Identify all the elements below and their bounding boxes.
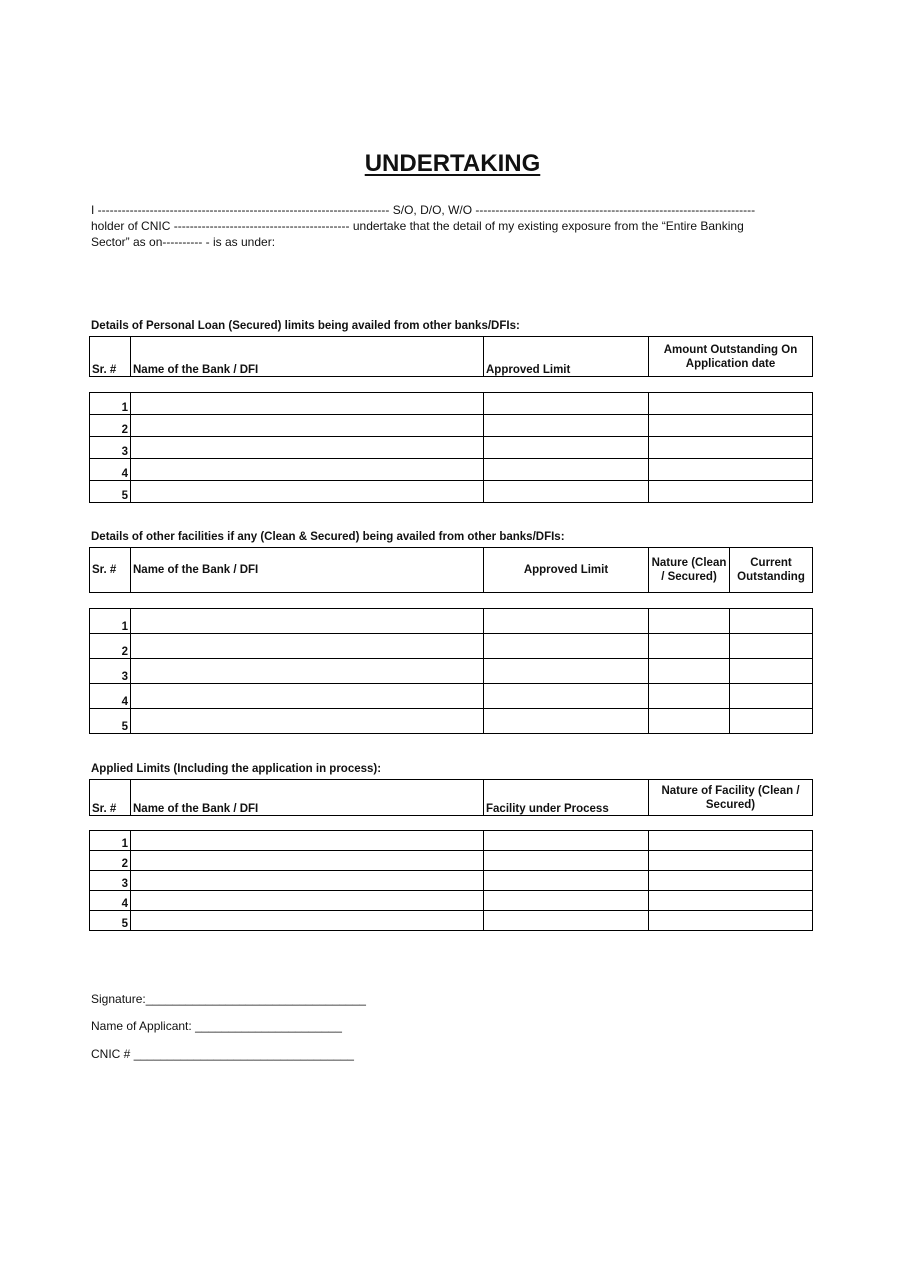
approved-limit-cell[interactable]: [484, 659, 649, 684]
relation-blank: ----------------------------------------------------------------------: [475, 203, 756, 217]
approved-limit-cell[interactable]: [484, 609, 649, 634]
row-number: 4: [90, 891, 131, 911]
current-outstanding-cell[interactable]: [730, 609, 813, 634]
signature-line[interactable]: _________________________________: [145, 992, 366, 1006]
section1-data-table: [89, 392, 813, 503]
header-sr: Sr. #: [90, 548, 131, 593]
header-current-outstanding: Current Outstanding: [730, 548, 813, 593]
current-outstanding-cell[interactable]: [730, 659, 813, 684]
section1-heading: Details of Personal Loan (Secured) limits being availed from other banks/DFIs:: [91, 320, 520, 332]
table-row: [90, 437, 813, 459]
row-number: 5: [90, 481, 131, 503]
bank-name-cell[interactable]: [131, 437, 484, 459]
nature-cell[interactable]: [649, 709, 730, 734]
header-nature-of-facility: Nature of Facility (Clean / Secured): [649, 780, 813, 816]
table-row: [90, 851, 813, 871]
row-number: 3: [90, 437, 131, 459]
bank-name-cell[interactable]: [131, 459, 484, 481]
header-amount-outstanding: Amount Outstanding On Application date: [649, 337, 813, 377]
row-number: 4: [90, 459, 131, 481]
table-row: [90, 609, 813, 634]
row-number: 2: [90, 415, 131, 437]
row-number: 1: [90, 609, 131, 634]
signature-row: [91, 992, 366, 1006]
table-row: [90, 634, 813, 659]
table-row: [90, 684, 813, 709]
row-number: 3: [90, 871, 131, 891]
bank-name-cell[interactable]: [131, 684, 484, 709]
name-blank: I -------------------------------------------------------------------------: [91, 203, 390, 217]
approved-limit-cell[interactable]: [484, 437, 649, 459]
row-number: 1: [90, 831, 131, 851]
approved-limit-cell[interactable]: [484, 481, 649, 503]
relation-text: S/O, D/O, W/O: [389, 203, 476, 217]
header-bank-name: Name of the Bank / DFI: [131, 780, 484, 816]
row-number: 2: [90, 851, 131, 871]
section2-header-table: [89, 547, 813, 593]
facility-cell[interactable]: [484, 831, 649, 851]
facility-cell[interactable]: [484, 851, 649, 871]
nature-of-facility-cell[interactable]: [649, 851, 813, 871]
table-row: [90, 871, 813, 891]
bank-name-cell[interactable]: [131, 851, 484, 871]
bank-name-cell[interactable]: [131, 634, 484, 659]
header-sr: Sr. #: [90, 780, 131, 816]
cnic-row: [91, 1047, 354, 1061]
cnic-blank: --------------------------------------------: [173, 219, 350, 233]
amount-outstanding-cell[interactable]: [649, 393, 813, 415]
nature-cell[interactable]: [649, 634, 730, 659]
facility-cell[interactable]: [484, 871, 649, 891]
nature-cell[interactable]: [649, 659, 730, 684]
bank-name-cell[interactable]: [131, 891, 484, 911]
section3-header-table: [89, 779, 813, 816]
signature-label: Signature:: [91, 992, 146, 1006]
section2-heading: Details of other facilities if any (Clean & Secured) being availed from other banks/DFIs:: [91, 531, 565, 543]
section2-data-table: [89, 608, 813, 734]
bank-name-cell[interactable]: [131, 871, 484, 891]
nature-of-facility-cell[interactable]: [649, 911, 813, 931]
approved-limit-cell[interactable]: [484, 393, 649, 415]
table-row: [90, 831, 813, 851]
header-approved-limit: Approved Limit: [484, 337, 649, 377]
facility-cell[interactable]: [484, 891, 649, 911]
current-outstanding-cell[interactable]: [730, 709, 813, 734]
section3-heading: Applied Limits (Including the application in process):: [91, 763, 382, 775]
bank-name-cell[interactable]: [131, 415, 484, 437]
approved-limit-cell[interactable]: [484, 415, 649, 437]
bank-name-cell[interactable]: [131, 393, 484, 415]
amount-outstanding-cell[interactable]: [649, 481, 813, 503]
cnic-label: CNIC #: [91, 1047, 134, 1061]
current-outstanding-cell[interactable]: [730, 634, 813, 659]
row-number: 3: [90, 659, 131, 684]
table-row: [90, 659, 813, 684]
table-row: [90, 481, 813, 503]
table-row: [90, 709, 813, 734]
undertake-text: undertake that the detail of my existing exposure from the “Entire Banking: [349, 219, 744, 233]
table-row: [90, 393, 813, 415]
table-row: [90, 911, 813, 931]
amount-outstanding-cell[interactable]: [649, 415, 813, 437]
applicant-name-label: Name of Applicant:: [91, 1019, 196, 1033]
table-row: [90, 891, 813, 911]
intro-line-1: [91, 202, 806, 218]
approved-limit-cell[interactable]: [484, 459, 649, 481]
row-number: 2: [90, 634, 131, 659]
row-number: 1: [90, 393, 131, 415]
bank-name-cell[interactable]: [131, 709, 484, 734]
amount-outstanding-cell[interactable]: [649, 459, 813, 481]
current-outstanding-cell[interactable]: [730, 684, 813, 709]
bank-name-cell[interactable]: [131, 911, 484, 931]
intro-line-2: [91, 218, 806, 234]
cnic-line[interactable]: _________________________________: [133, 1047, 354, 1061]
cnic-text: holder of CNIC: [91, 219, 174, 233]
facility-cell[interactable]: [484, 911, 649, 931]
applicant-name-row: [91, 1019, 342, 1033]
row-number: 5: [90, 911, 131, 931]
nature-cell[interactable]: [649, 684, 730, 709]
nature-of-facility-cell[interactable]: [649, 871, 813, 891]
approved-limit-cell[interactable]: [484, 709, 649, 734]
header-nature: Nature (Clean / Secured): [649, 548, 730, 593]
approved-limit-cell[interactable]: [484, 684, 649, 709]
header-facility-under-process: Facility under Process: [484, 780, 649, 816]
header-bank-name: Name of the Bank / DFI: [131, 548, 484, 593]
header-approved-limit: Approved Limit: [484, 548, 649, 593]
page-title: UNDERTAKING: [364, 150, 541, 177]
amount-outstanding-cell[interactable]: [649, 437, 813, 459]
section1-header-table: [89, 336, 813, 377]
bank-name-cell[interactable]: [131, 659, 484, 684]
bank-name-cell[interactable]: [131, 609, 484, 634]
nature-of-facility-cell[interactable]: [649, 891, 813, 911]
nature-cell[interactable]: [649, 609, 730, 634]
nature-of-facility-cell[interactable]: [649, 831, 813, 851]
table-row: [90, 459, 813, 481]
bank-name-cell[interactable]: [131, 481, 484, 503]
header-sr: Sr. #: [90, 337, 131, 377]
bank-name-cell[interactable]: [131, 831, 484, 851]
intro-line-3: Sector” as on---------- - is as under:: [91, 235, 276, 249]
header-bank-name: Name of the Bank / DFI: [131, 337, 484, 377]
intro-paragraph: [91, 202, 806, 250]
approved-limit-cell[interactable]: [484, 634, 649, 659]
row-number: 5: [90, 709, 131, 734]
section3-data-table: [89, 830, 813, 931]
row-number: 4: [90, 684, 131, 709]
table-row: [90, 415, 813, 437]
applicant-name-line[interactable]: ______________________: [195, 1019, 342, 1033]
